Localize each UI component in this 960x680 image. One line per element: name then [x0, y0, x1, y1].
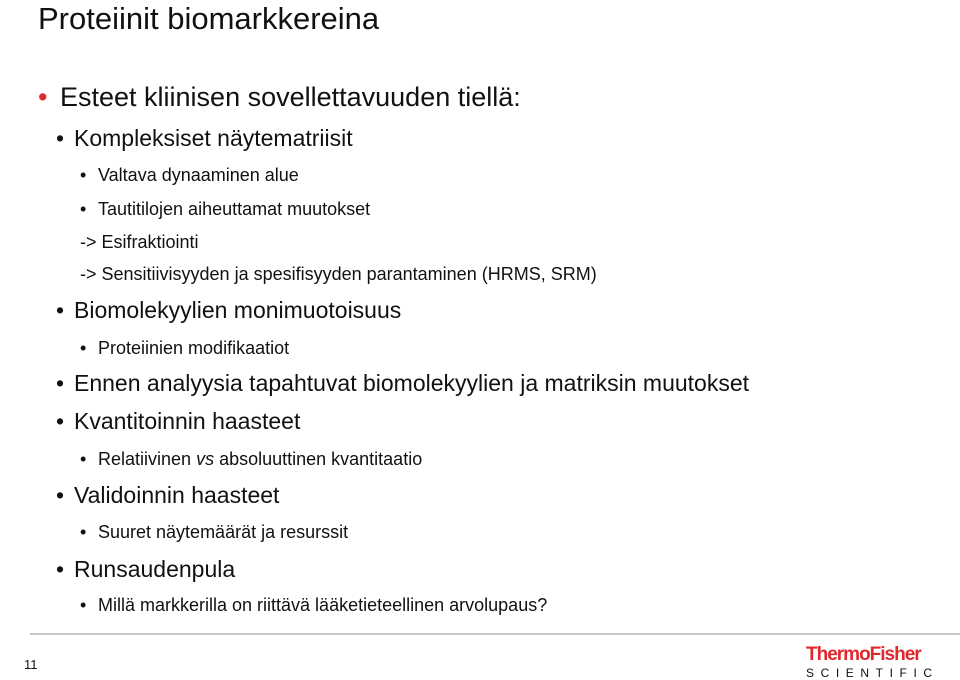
bullet-icon: •: [80, 199, 87, 219]
logo-wordmark: ThermoFisher: [806, 644, 921, 665]
bullet-icon: •: [56, 297, 65, 323]
bullet-text: Proteiinien modifikaatiot: [98, 338, 290, 358]
bullet-item: [56, 408, 300, 435]
bullet-text: Runsaudenpula: [74, 556, 236, 582]
bullet-text: -> Sensitiivisyyden ja spesifisyyden parantaminen (HRMS, SRM): [80, 264, 597, 284]
bullet-item: [56, 556, 235, 583]
bullet-text: Biomolekyylien monimuotoisuus: [74, 297, 402, 323]
page-number: 11: [24, 657, 38, 672]
bullet-icon: •: [56, 482, 65, 508]
bullet-icon: •: [56, 370, 65, 396]
bullet-item: [80, 165, 299, 186]
thermo-fisher-logo: [806, 645, 940, 680]
bullet-item: [56, 125, 353, 152]
bullet-text: Millä markkerilla on riittävä lääketieteellinen arvolupaus?: [98, 595, 548, 615]
bullet-item: [80, 522, 348, 543]
bullet-item: [80, 595, 547, 616]
bullet-item: [80, 338, 289, 359]
bullet-text: Ennen analyysia tapahtuvat biomolekyylien ja matriksin muutokset: [74, 370, 750, 396]
bullet-item: [80, 449, 422, 470]
bullet-item: [56, 297, 401, 324]
bullet-icon: •: [80, 595, 87, 615]
bullet-text: Validoinnin haasteet: [74, 482, 280, 508]
bullet-text: Valtava dynaaminen alue: [98, 165, 299, 185]
bullet-icon: •: [38, 82, 48, 112]
bullet-text: Relatiivinen vs absoluuttinen kvantitaatio: [98, 449, 423, 469]
bullet-text: Kompleksiset näytematriisit: [74, 125, 353, 151]
bullet-item: [56, 370, 749, 397]
bullet-icon: •: [56, 125, 65, 151]
bullet-icon: •: [80, 165, 87, 185]
bullet-item: [80, 264, 597, 285]
bullet-text: Suuret näytemäärät ja resurssit: [98, 522, 349, 542]
bullet-icon: •: [56, 408, 65, 434]
logo-subtitle: SCIENTIFIC: [806, 666, 939, 680]
bullet-item: [56, 482, 279, 509]
bullet-text: Esteet kliinisen sovellettavuuden tiellä:: [60, 82, 521, 112]
bullet-item: [38, 82, 521, 113]
bullet-icon: •: [80, 449, 87, 469]
slide-title: Proteiinit biomarkkereina: [38, 1, 380, 36]
footer-divider: [30, 633, 960, 635]
bullet-text: Kvantitoinnin haasteet: [74, 408, 301, 434]
bullet-item: [80, 232, 199, 253]
bullet-text: -> Esifraktiointi: [80, 232, 199, 252]
bullet-icon: •: [80, 522, 87, 542]
bullet-icon: •: [80, 338, 87, 358]
bullet-item: [80, 199, 370, 220]
bullet-icon: •: [56, 556, 65, 582]
bullet-text: Tautitilojen aiheuttamat muutokset: [98, 199, 371, 219]
